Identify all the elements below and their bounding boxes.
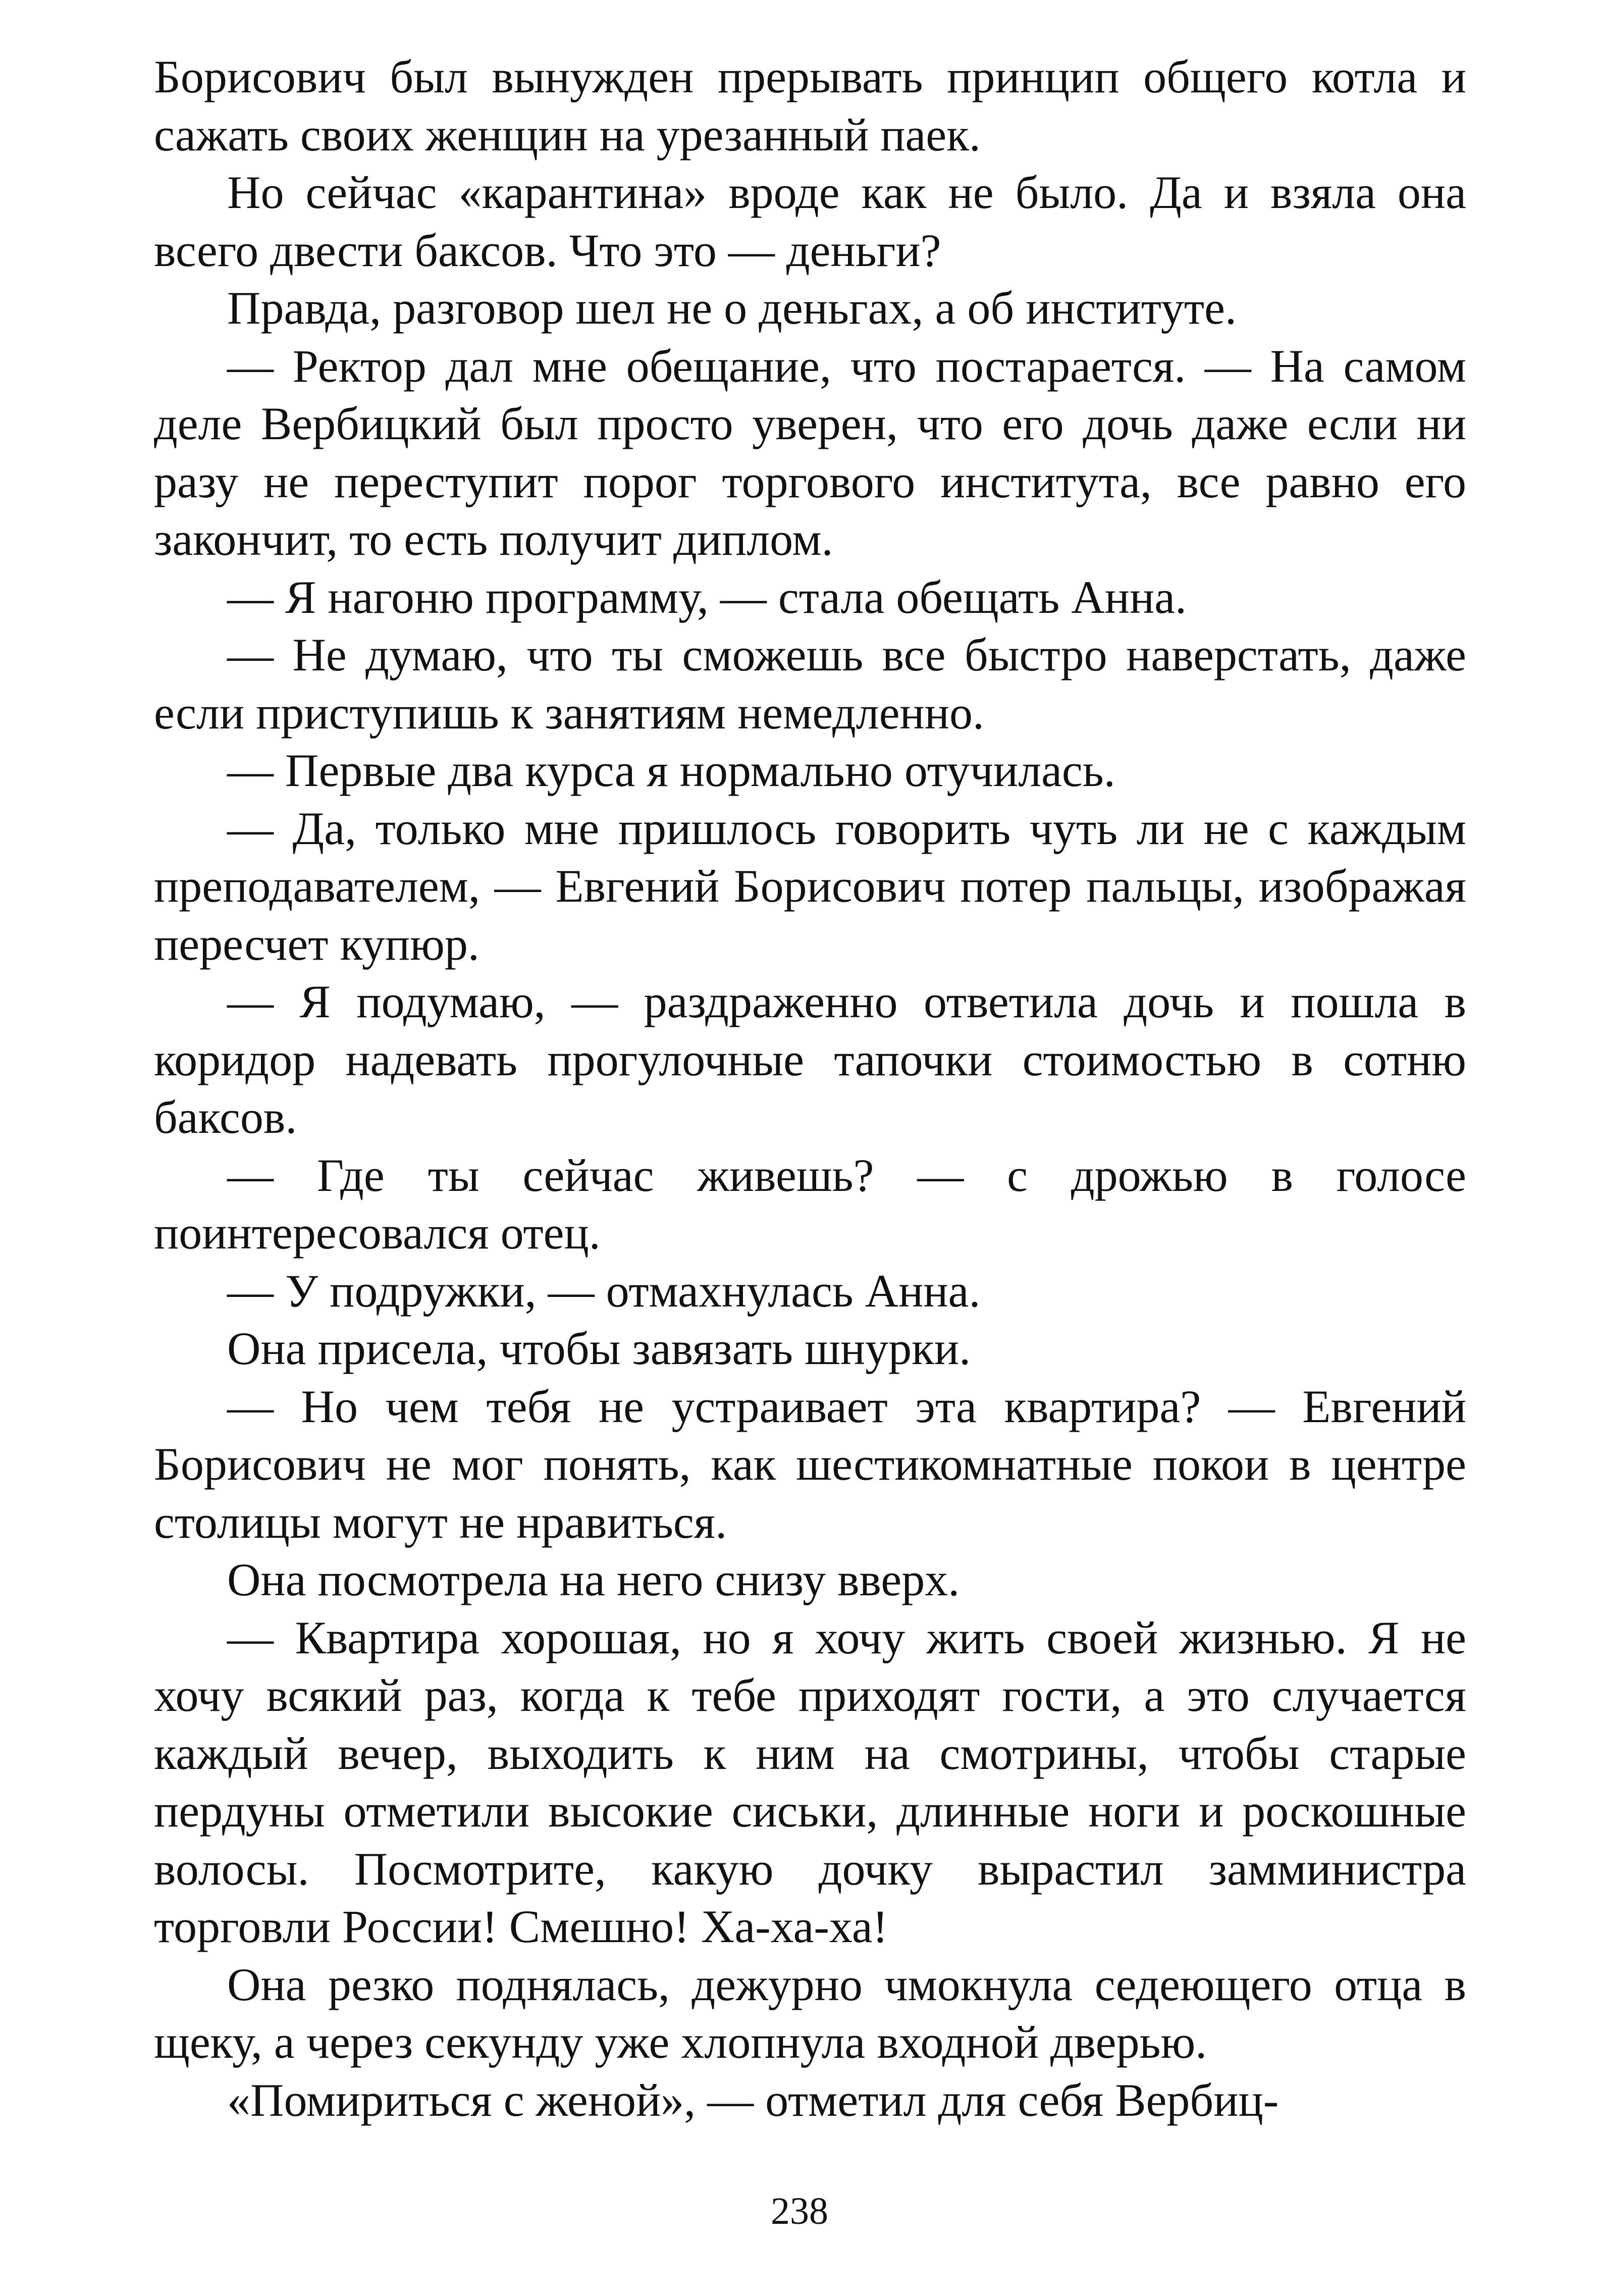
paragraph-17: «Помириться с женой», — отметил для себя Вербиц- — [227, 2074, 1279, 2126]
paragraph-7: — Первые два курса я нормально отучилась. — [227, 745, 1115, 796]
paragraph-4: — Ректор дал мне обещание, что постарается. — На самом деле Вербицкий был просто уверен, что его дочь даже если ни разу не переступит порог торгового института, все равно его закончит, то есть получит диплом. — [154, 340, 1466, 565]
page-number: 238 — [771, 2190, 828, 2232]
paragraph-13: — Но чем тебя не устраивает эта квартира? — Евгений Борисович не мог понять, как шестикомнатные покои в центре столицы могут не нравиться. — [154, 1380, 1466, 1548]
paragraph-1: Борисович был вынужден прерывать принцип общего котла и сажать своих женщин на урезанный паек. — [154, 51, 1466, 161]
paragraph-10: — Где ты сейчас живешь? — с дрожью в голосе поинтересовался отец. — [154, 1149, 1466, 1259]
paragraph-9: — Я подумаю, — раздраженно ответила дочь и пошла в коридор надевать прогулочные тапочки стоимостью в сотню баксов. — [154, 976, 1466, 1143]
body-text — [154, 48, 1466, 2129]
paragraph-2: Но сейчас «карантина» вроде как не было. Да и взяла она всего двести баксов. Что это — деньги? — [154, 167, 1466, 276]
paragraph-3: Правда, разговор шел не о деньгах, а об институте. — [227, 282, 1237, 334]
paragraph-8: — Да, только мне пришлось говорить чуть ли не с каждым преподавателем, — Евгений Борисович потер пальцы, изображая пересчет купюр. — [154, 802, 1466, 970]
paragraph-12: Она присела, чтобы завязать шнурки. — [227, 1323, 971, 1374]
paragraph-6: — Не думаю, что ты сможешь все быстро наверстать, даже если приступишь к занятиям немедленно. — [154, 629, 1466, 739]
paragraph-15: — Квартира хорошая, но я хочу жить своей жизнью. Я не хочу всякий раз, когда к тебе приходят гости, а это случается каждый вечер, выходить к ним на смотрины, чтобы старые пердуны отметили высокие сиськи, длинные ноги и роскошные волосы. Посмотрите, какую дочку вырастил замминистра торговли России! Смешно! Ха-ха-ха! — [154, 1611, 1466, 1952]
paragraph-16: Она резко поднялась, дежурно чмокнула седеющего отца в щеку, а через секунду уже хлопнула входной дверью. — [154, 1958, 1466, 2068]
paragraph-11: — У подружки, — отмахнулась Анна. — [227, 1265, 981, 1317]
paragraph-14: Она посмотрела на него снизу вверх. — [227, 1554, 960, 1605]
paragraph-5: — Я нагоню программу, — стала обещать Анна. — [227, 571, 1187, 623]
